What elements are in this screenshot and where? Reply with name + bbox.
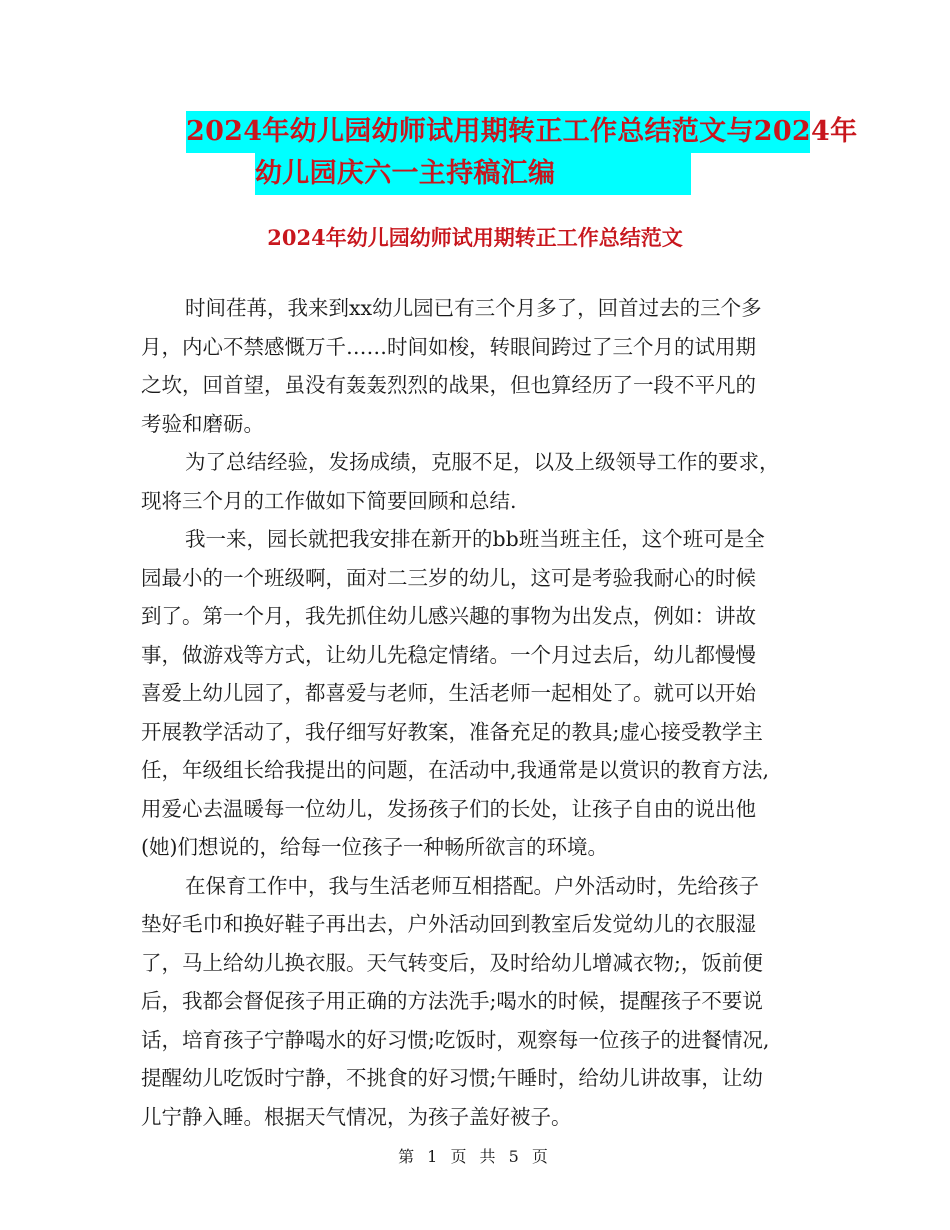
paragraph-line: 园最小的一个班级啊，面对二三岁的幼儿，这可是考验我耐心的时候 — [141, 565, 756, 590]
paragraph-line: 喜爱上幼儿园了，都喜爱与老师，生活老师一起相处了。就可以开始 — [141, 681, 756, 705]
main-title-line-2: 幼儿园庆六一主持稿汇编 — [255, 153, 691, 195]
section-title: 2024年幼儿园幼师试用期转正工作总结范文 — [267, 225, 683, 250]
paragraph-line: 垫好毛巾和换好鞋子再出去，户外活动回到教室后发觉幼儿的衣服湿 — [141, 912, 756, 936]
paragraph-line: 为了总结经验，发扬成绩，克服不足，以及上级领导工作的要求， — [185, 450, 780, 474]
page-footer: 第 1 页 共 5 页 — [398, 1147, 552, 1166]
paragraph-line: 事，做游戏等方式，让幼儿先稳定情绪。一个月过去后，幼儿都慢慢 — [141, 642, 756, 667]
paragraph-line: 了，马上给幼儿换衣服。天气转变后，及时给幼儿增减衣物;，饭前便 — [141, 950, 763, 975]
paragraph-line: 考验和磨砺。 — [141, 411, 264, 436]
paragraph-line: 我一来，园长就把我安排在新开的bb班当班主任，这个班可是全 — [185, 527, 765, 551]
paragraph-line: 后，我都会督促孩子用正确的方法洗手;喝水的时候，提醒孩子不要说 — [141, 989, 763, 1013]
paragraph-line: 时间荏苒，我来到xx幼儿园已有三个月多了，回首过去的三个多 — [185, 296, 762, 320]
paragraph-line: 儿宁静入睡。根据天气情况，为孩子盖好被子。 — [141, 1104, 572, 1129]
paragraph-line: 现将三个月的工作做如下简要回顾和总结. — [141, 488, 517, 513]
paragraph-line: 之坎，回首望，虽没有轰轰烈烈的战果，但也算经历了一段不平凡的 — [141, 373, 756, 397]
paragraph-line: 开展教学活动了，我仔细写好教案，准备充足的教具;虚心接受教学主 — [141, 719, 763, 744]
paragraph-line: 在保育工作中，我与生活老师互相搭配。户外活动时，先给孩子 — [185, 873, 759, 898]
paragraph-line: 用爱心去温暖每一位幼儿，发扬孩子们的长处，让孩子自由的说出他 — [141, 796, 756, 821]
paragraph-line: 话，培育孩子宁静喝水的好习惯;吃饭时，观察每一位孩子的进餐情况, — [141, 1027, 770, 1052]
paragraph-line: 到了。第一个月，我先抓住幼儿感兴趣的事物为出发点，例如：讲故 — [141, 604, 756, 628]
main-title-line-1: 2024年幼儿园幼师试用期转正工作总结范文与2024年 — [186, 111, 810, 153]
body-text — [141, 289, 821, 1136]
paragraph-line: 任，年级组长给我提出的问题，在活动中,我通常是以赏识的教育方法, — [141, 758, 770, 782]
paragraph-line: 月，内心不禁感慨万千……时间如梭，转眼间跨过了三个月的试用期 — [141, 334, 756, 359]
paragraph-line: 提醒幼儿吃饭时宁静，不挑食的好习惯;午睡时，给幼儿讲故事，让幼 — [141, 1066, 763, 1090]
paragraph-line: (她)们想说的，给每一位孩子一种畅所欲言的环境。 — [141, 835, 608, 859]
